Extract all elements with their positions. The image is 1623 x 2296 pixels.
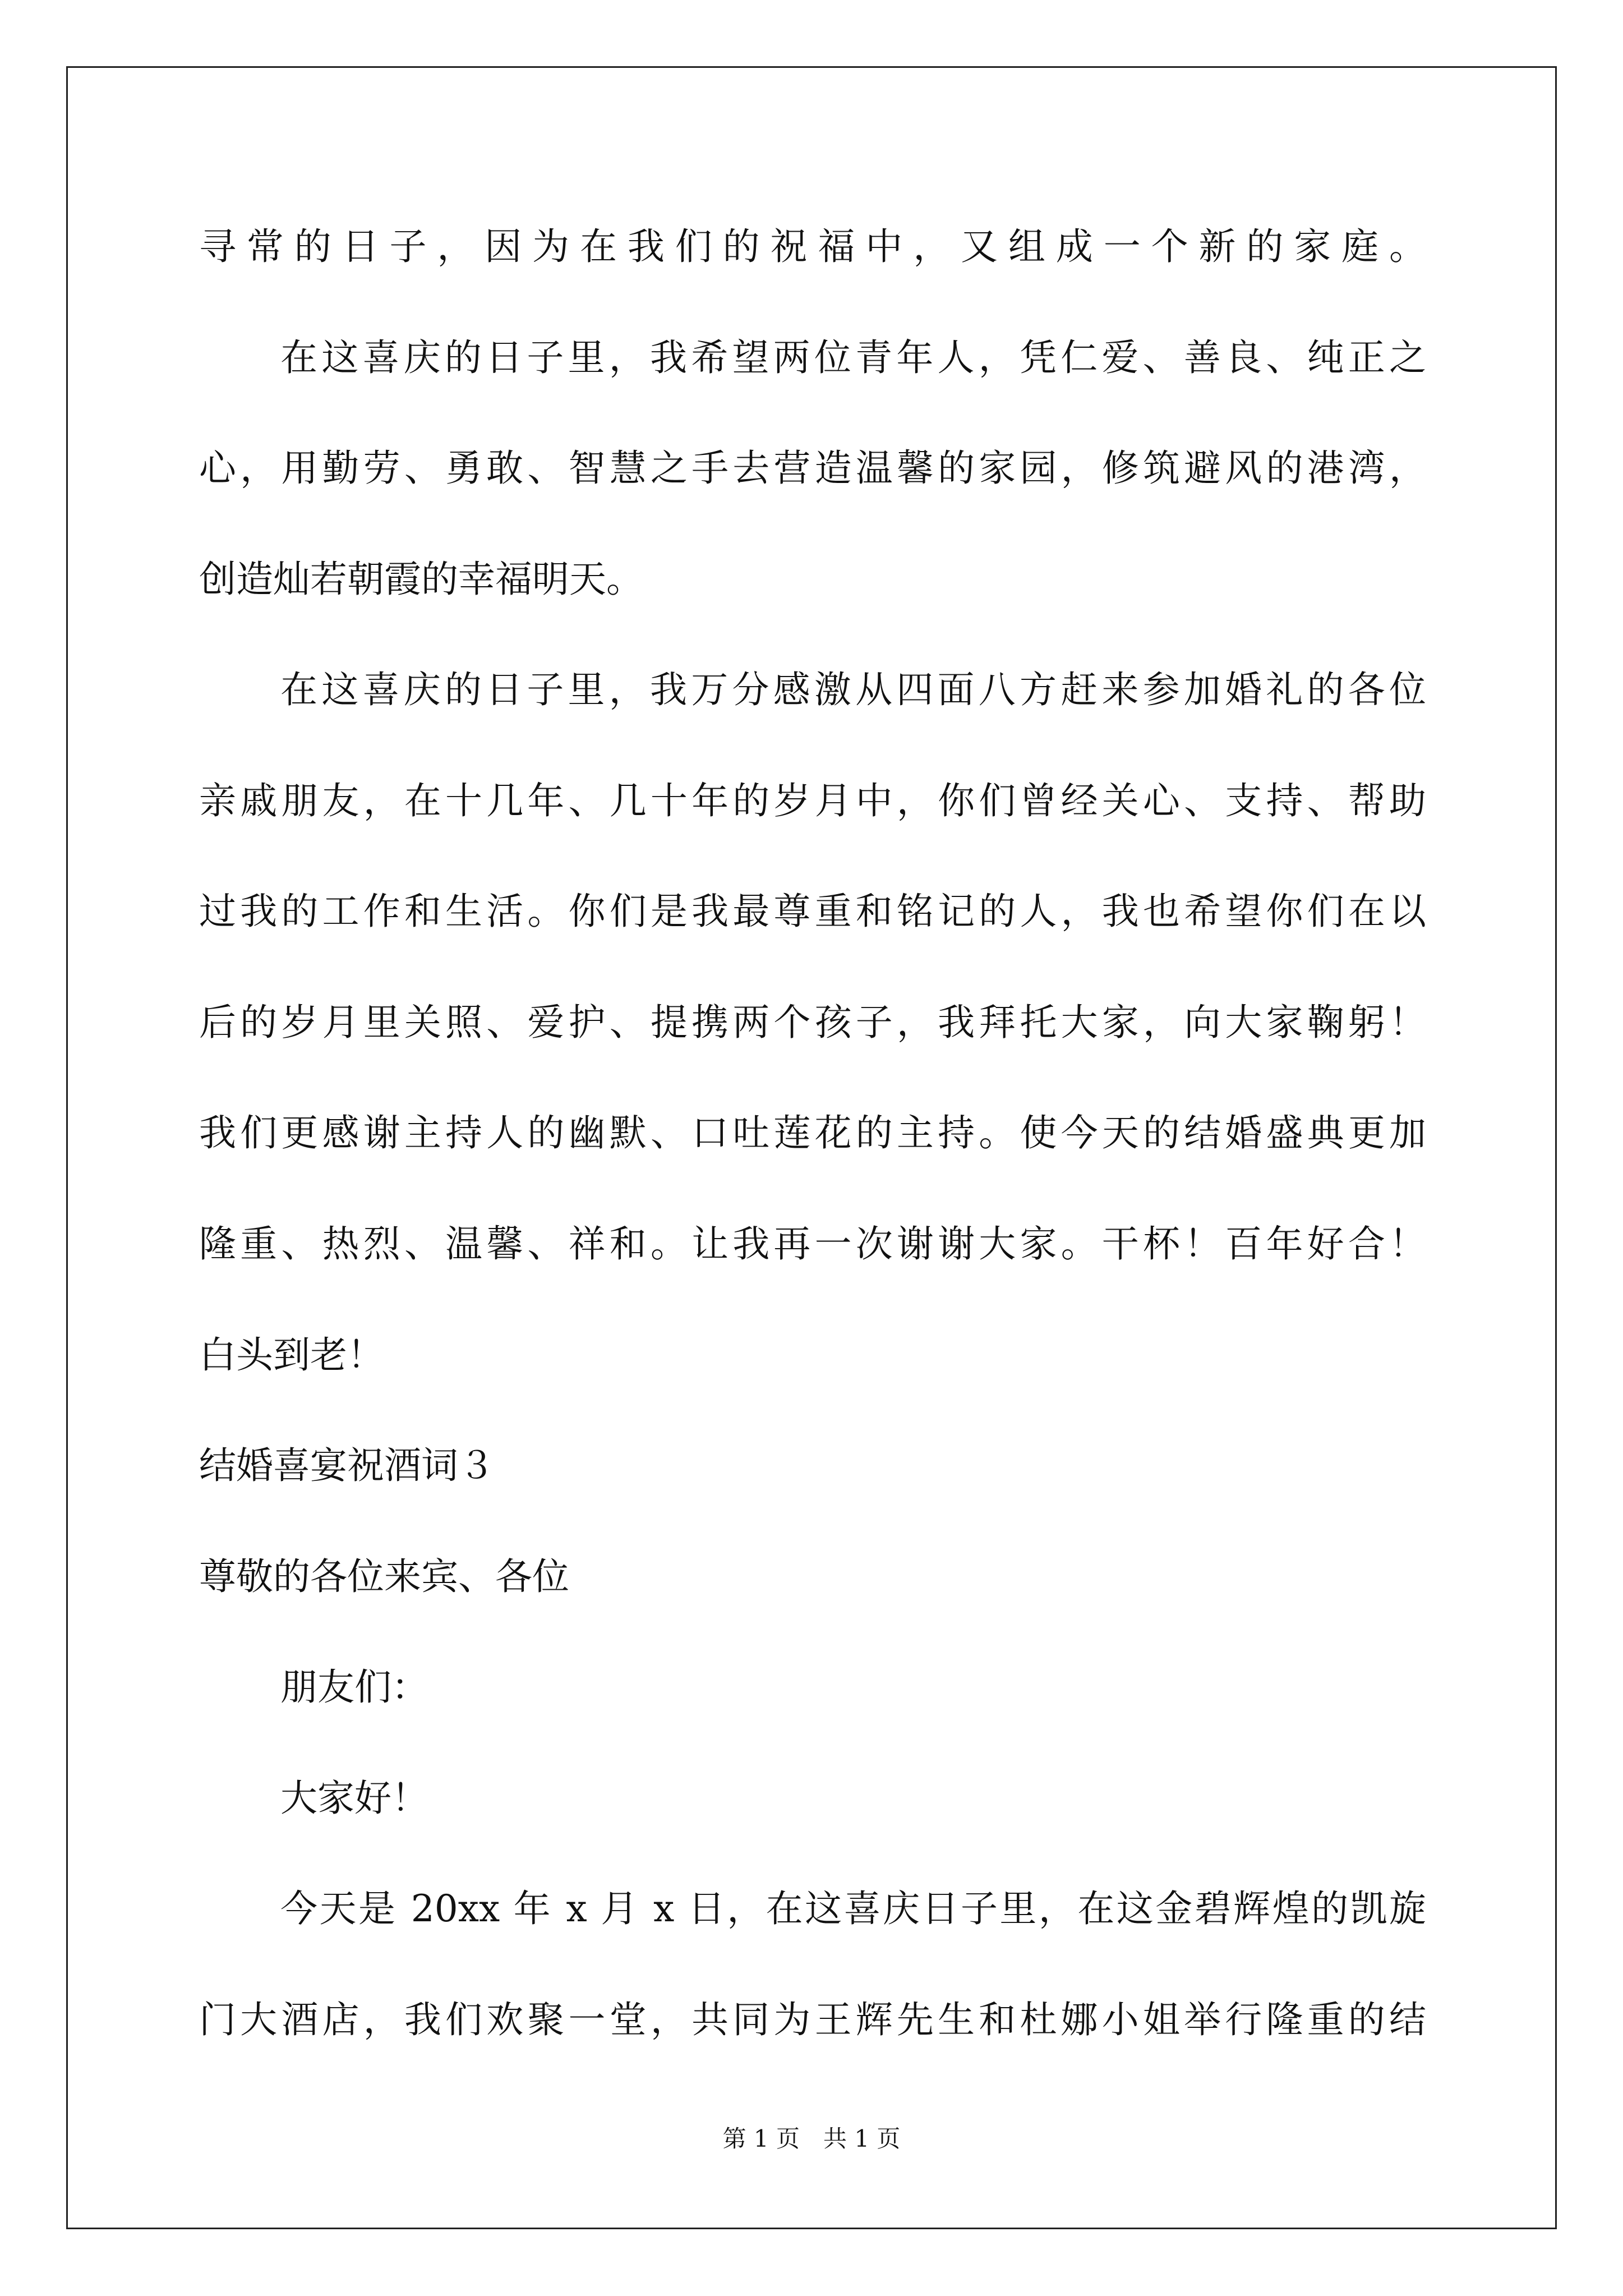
body-line-5: 在这喜庆的日子里，我万分感激从四面八方赶来参加婚礼的各位 xyxy=(280,668,1426,711)
body-line-6: 亲戚朋友，在十几年、几十年的岁月中，你们曾经关心、支持、帮助 xyxy=(199,779,1426,822)
greeting-line: 大家好！ xyxy=(280,1777,428,1820)
salutation-line-1: 尊敬的各位来宾、各位 xyxy=(199,1555,569,1598)
salutation-line-2: 朋友们： xyxy=(280,1665,428,1709)
body-line-9: 我们更感谢主持人的幽默、口吐莲花的主持。使今天的结婚盛典更加 xyxy=(199,1111,1426,1154)
body-line-11: 白头到老！ xyxy=(199,1333,384,1377)
page-number-footer: 第 1 页 共 1 页 xyxy=(722,2125,901,2152)
body-line-3: 心，用勤劳、勇敢、智慧之手去营造温馨的家园，修筑避风的港湾， xyxy=(199,447,1426,490)
body-line-10: 隆重、热烈、温馨、祥和。让我再一次谢谢大家。干杯！百年好合！ xyxy=(199,1222,1426,1266)
body-line-2: 在这喜庆的日子里，我希望两位青年人，凭仁爱、善良、纯正之 xyxy=(280,336,1426,379)
body-line-7: 过我的工作和生活。你们是我最尊重和铭记的人，我也希望你们在以 xyxy=(199,890,1426,933)
body-line-4: 创造灿若朝霞的幸福明天。 xyxy=(199,558,643,601)
body-line-12: 今天是 20xx 年 x 月 x 日，在这喜庆日子里，在这金碧辉煌的凯旋 xyxy=(280,1887,1426,1930)
body-line-13: 门大酒店，我们欢聚一堂，共同为王辉先生和杜娜小姐举行隆重的结 xyxy=(199,1998,1426,2041)
body-line-1: 寻常的日子，因为在我们的祝福中，又组成一个新的家庭。 xyxy=(199,225,1426,268)
body-line-8: 后的岁月里关照、爱护、提携两个孩子，我拜托大家，向大家鞠躬！ xyxy=(199,1001,1426,1044)
section-heading: 结婚喜宴祝酒词３ xyxy=(199,1444,495,1487)
